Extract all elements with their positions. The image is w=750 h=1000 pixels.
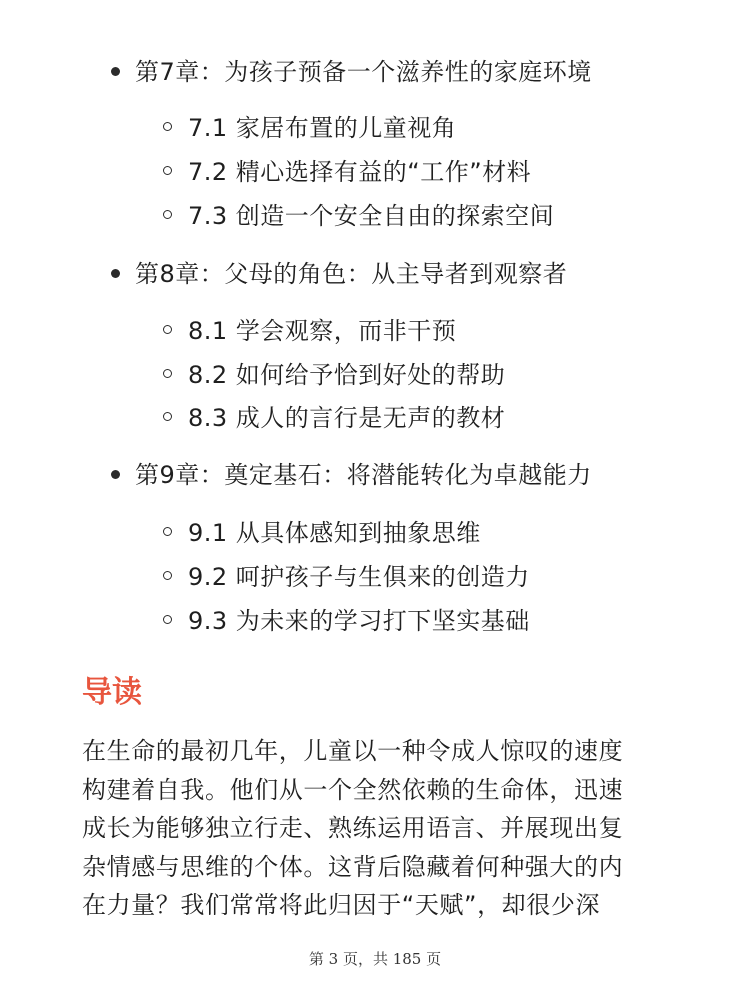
paragraph-line: 成长为能够独立行走、熟练运用语言、并展现出复 xyxy=(82,814,624,842)
toc-chapter-9[interactable] xyxy=(0,455,750,495)
intro-heading: 导读 xyxy=(82,675,142,710)
toc-chapter-8[interactable] xyxy=(0,254,750,294)
paragraph-line: 在生命的最初几年，儿童以一种令成人惊叹的速度 xyxy=(82,737,624,765)
section-title: 9.2 呵护孩子与生俱来的创造力 xyxy=(188,563,530,591)
chapter-title: 第7章：为孩子预备一个滋养性的家庭环境 xyxy=(135,58,592,86)
toc-section-8-1[interactable] xyxy=(0,311,750,351)
section-title: 7.1 家居布置的儿童视角 xyxy=(188,114,457,142)
section-title: 8.1 学会观察，而非干预 xyxy=(188,317,457,345)
circle-bullet-icon xyxy=(163,210,172,219)
paragraph-line: 杂情感与思维的个体。这背后隐藏着何种强大的内 xyxy=(82,852,624,881)
circle-bullet-icon xyxy=(163,412,172,421)
toc-section-8-3[interactable] xyxy=(0,398,750,438)
circle-bullet-icon xyxy=(163,527,172,536)
circle-bullet-icon xyxy=(163,325,172,334)
circle-bullet-icon xyxy=(163,369,172,378)
circle-bullet-icon xyxy=(163,166,172,175)
section-title: 7.3 创造一个安全自由的探索空间 xyxy=(188,202,555,230)
bullet-icon xyxy=(111,269,120,278)
section-title: 7.2 精心选择有益的“工作”材料 xyxy=(188,158,532,186)
circle-bullet-icon xyxy=(163,122,172,131)
section-title: 9.3 为未来的学习打下坚实基础 xyxy=(188,607,530,635)
chapter-title: 第9章：奠定基石：将潜能转化为卓越能力 xyxy=(135,461,592,489)
toc-section-9-3[interactable] xyxy=(0,601,750,641)
toc-section-7-2[interactable] xyxy=(0,152,750,192)
intro-paragraph xyxy=(82,732,682,925)
section-title: 9.1 从具体感知到抽象思维 xyxy=(188,519,481,547)
toc-chapter-7[interactable] xyxy=(0,52,750,92)
section-title: 8.2 如何给予恰到好处的帮助 xyxy=(188,361,506,389)
toc-section-8-2[interactable] xyxy=(0,355,750,395)
bullet-icon xyxy=(111,67,120,76)
toc-section-7-3[interactable] xyxy=(0,196,750,236)
page-number-footer: 第 3 页，共 185 页 xyxy=(308,950,442,968)
section-title: 8.3 成人的言行是无声的教材 xyxy=(188,404,506,432)
chapter-title: 第8章：父母的角色：从主导者到观察者 xyxy=(135,260,568,288)
circle-bullet-icon xyxy=(163,571,172,580)
toc-section-9-2[interactable] xyxy=(0,557,750,597)
circle-bullet-icon xyxy=(163,615,172,624)
bullet-icon xyxy=(111,470,120,479)
toc-section-7-1[interactable] xyxy=(0,108,750,148)
paragraph-line: 构建着自我。他们从一个全然依赖的生命体，迅速 xyxy=(82,775,624,804)
toc-section-9-1[interactable] xyxy=(0,513,750,553)
paragraph-line: 在力量？我们常常将此归因于“天赋”，却很少深 xyxy=(82,891,601,919)
